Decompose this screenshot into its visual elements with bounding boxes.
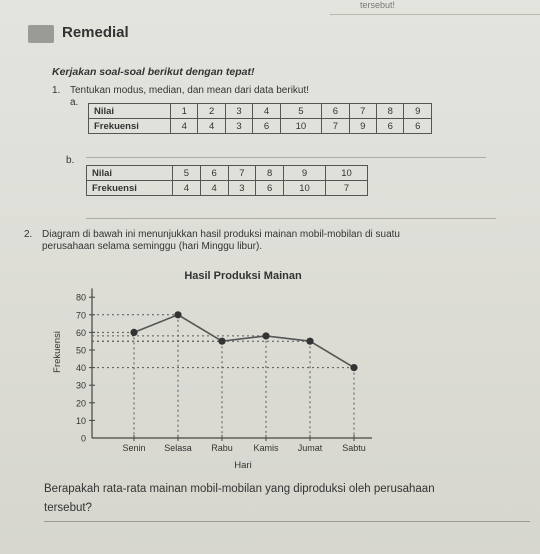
row-label-frekuensi: Frekuensi: [89, 119, 171, 134]
y-tick-label: 10: [75, 415, 86, 426]
part-a-label: a.: [70, 97, 79, 108]
row-label-nilai: Nilai: [87, 166, 173, 181]
answer-line-2: [44, 521, 530, 522]
table-cell-nilai: 6: [200, 166, 228, 181]
table-cell-nilai: 2: [198, 104, 225, 119]
section-title: Remedial: [62, 24, 129, 41]
table-cell-nilai: 7: [349, 104, 376, 119]
table-cell-frekuensi: 4: [171, 119, 198, 134]
y-tick-label: 80: [75, 292, 86, 303]
table-cell-frekuensi: 7: [322, 119, 349, 134]
table-cell-frekuensi: 6: [377, 119, 404, 134]
data-point: [350, 364, 357, 371]
y-tick-label: 0: [80, 433, 86, 444]
y-tick-label: 20: [75, 398, 86, 409]
row-label-frekuensi: Frekuensi: [87, 181, 173, 196]
table-cell-frekuensi: 9: [349, 119, 376, 134]
x-tick-label: Kamis: [253, 443, 279, 453]
table-cell-frekuensi: 3: [225, 119, 252, 134]
table-cell-nilai: 9: [404, 104, 432, 119]
table-cell-nilai: 1: [171, 104, 198, 119]
x-tick-label: Jumat: [297, 443, 323, 453]
table-cell-frekuensi: 10: [284, 181, 326, 196]
x-tick-label: Rabu: [211, 443, 233, 453]
table-cell-frekuensi: 3: [228, 181, 256, 196]
y-tick-label: 70: [75, 310, 86, 321]
x-tick-label: Sabtu: [342, 443, 366, 453]
instruction-text: Kerjakan soal-soal berikut dengan tepat!: [52, 66, 255, 78]
y-tick-label: 60: [75, 327, 86, 338]
table-cell-nilai: 7: [228, 166, 256, 181]
table-cell-frekuensi: 10: [280, 119, 322, 134]
data-point: [262, 332, 269, 339]
question-2-prompt-line-1: Berapakah rata-rata mainan mobil-mobilan yang diproduksi oleh perusahaan: [44, 483, 435, 495]
table-cell-frekuensi: 6: [256, 181, 284, 196]
question-2-prompt: [44, 480, 534, 518]
part-b-label: b.: [66, 155, 75, 166]
row-label-nilai: Nilai: [89, 104, 171, 119]
table-cell-nilai: 3: [225, 104, 252, 119]
data-point: [306, 338, 313, 345]
question-2-text-line-1: Diagram di bawah ini menunjukkan hasil produksi mainan mobil-mobilan di suatu: [42, 229, 400, 240]
chart-title: Hasil Produksi Mainan: [184, 270, 302, 282]
question-1-number: 1.: [52, 85, 61, 96]
question-2-prompt-line-2: tersebut?: [44, 502, 92, 514]
question-2-text-line-2: perusahaan selama seminggu (hari Minggu libur).: [42, 241, 263, 252]
question-2-number: 2.: [24, 229, 33, 240]
table-cell-nilai: 4: [253, 104, 280, 119]
table-cell-frekuensi: 4: [200, 181, 228, 196]
y-tick-label: 50: [75, 345, 86, 356]
table-cell-nilai: 5: [280, 104, 322, 119]
table-cell-nilai: 8: [377, 104, 404, 119]
top-corner-text: tersebut!: [360, 0, 396, 10]
table-cell-nilai: 5: [173, 166, 201, 181]
chart-y-axis-label: Frekuensi: [52, 331, 63, 373]
table-cell-frekuensi: 4: [173, 181, 201, 196]
data-point: [174, 311, 181, 318]
data-point: [130, 329, 137, 336]
chart-x-axis-label: Hari: [234, 460, 252, 471]
table-cell-nilai: 6: [322, 104, 349, 119]
x-tick-label: Senin: [122, 443, 146, 453]
table-cell-nilai: 8: [256, 166, 284, 181]
table-cell-frekuensi: 6: [253, 119, 280, 134]
data-point: [218, 338, 225, 345]
table-cell-frekuensi: 6: [404, 119, 432, 134]
y-tick-label: 40: [75, 363, 86, 374]
y-tick-label: 30: [75, 380, 86, 391]
x-tick-label: Selasa: [164, 443, 192, 453]
table-cell-nilai: 9: [284, 166, 326, 181]
table-cell-frekuensi: 7: [325, 181, 367, 196]
table-cell-frekuensi: 4: [198, 119, 225, 134]
question-1-text: Tentukan modus, median, dan mean dari data berikut!: [70, 85, 310, 96]
table-cell-nilai: 10: [325, 166, 367, 181]
